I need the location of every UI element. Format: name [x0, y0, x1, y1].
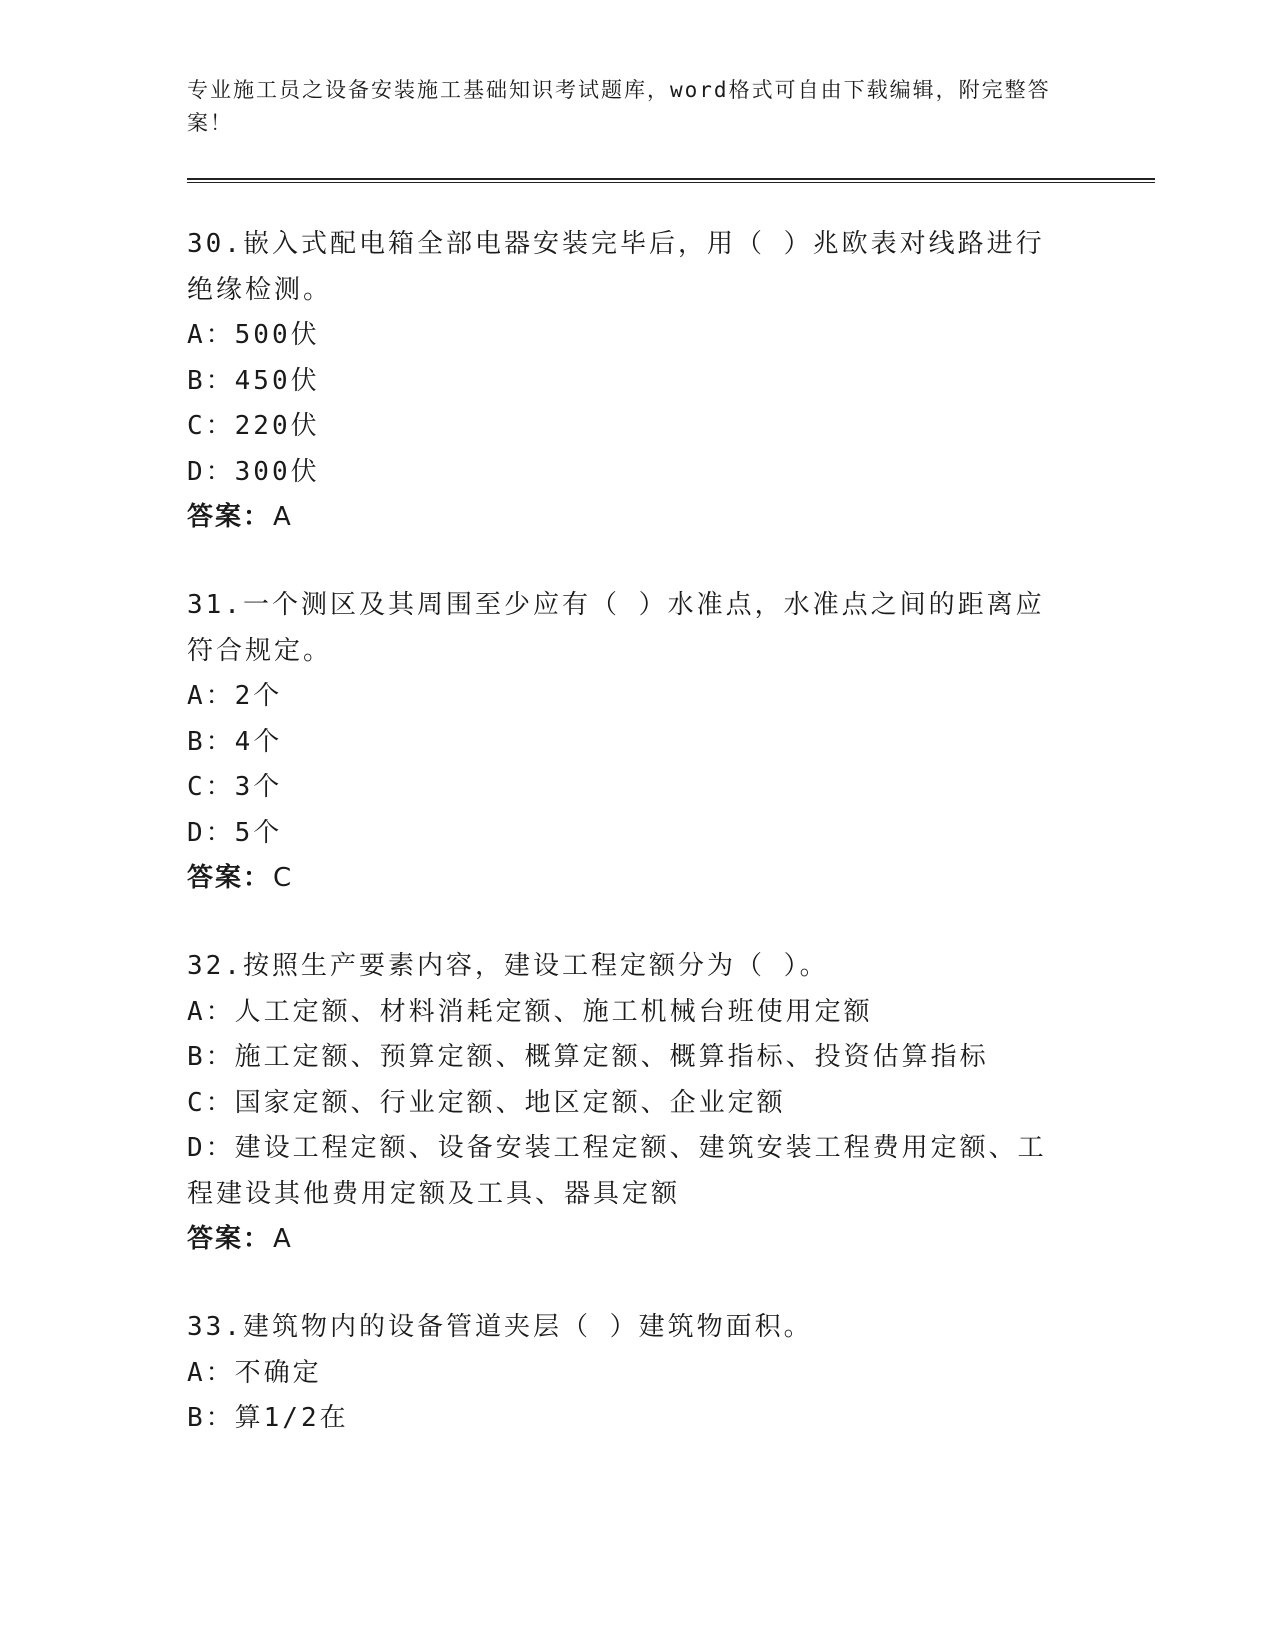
- answer-label: 答案：: [187, 502, 272, 532]
- option-c: C：3个: [187, 772, 283, 802]
- answer-label: 答案：: [187, 863, 272, 893]
- question-stem: 30.嵌入式配电箱全部电器安装完毕后，用（ ）兆欧表对线路进行绝缘检测。: [187, 229, 1045, 305]
- option-d: D：建设工程定额、设备安装工程定额、建筑安装工程费用定额、工程建设其他费用定额及工具、器具定额: [187, 1133, 1047, 1209]
- option-c: C：国家定额、行业定额、地区定额、企业定额: [187, 1087, 786, 1118]
- answer-line: [187, 1217, 1087, 1263]
- answer-label: 答案：: [187, 1224, 272, 1254]
- option-b: B：算1/2在: [187, 1403, 349, 1433]
- question-33: [187, 1305, 1087, 1442]
- question-stem: 32.按照生产要素内容，建设工程定额分为（ ）。: [187, 951, 829, 981]
- option-a: A：500伏: [187, 320, 320, 350]
- answer-line: [187, 495, 1087, 541]
- question-31: [187, 583, 1087, 902]
- question-stem: 31.一个测区及其周围至少应有（ ）水准点，水准点之间的距离应符合规定。: [187, 590, 1045, 666]
- question-32: [187, 944, 1087, 1263]
- question-30: [187, 222, 1087, 541]
- document-header: 专业施工员之设备安装施工基础知识考试题库，word格式可自由下载编辑，附完整答案！: [187, 78, 1051, 135]
- option-a: A：人工定额、材料消耗定额、施工机械台班使用定额: [187, 996, 873, 1027]
- option-b: B：4个: [187, 726, 283, 757]
- option-d: D：300伏: [187, 456, 320, 487]
- answer-line: [187, 856, 1087, 902]
- option-b: B：450伏: [187, 365, 320, 396]
- answer-value: A: [273, 1224, 293, 1254]
- option-a: A：2个: [187, 681, 283, 711]
- answer-value: C: [273, 863, 294, 893]
- answer-value: A: [273, 502, 293, 532]
- header-divider: [187, 178, 1155, 183]
- option-d: D：5个: [187, 817, 283, 848]
- question-stem: 33.建筑物内的设备管道夹层（ ）建筑物面积。: [187, 1312, 813, 1342]
- option-b: B：施工定额、预算定额、概算定额、概算指标、投资估算指标: [187, 1042, 989, 1072]
- option-a: A：不确定: [187, 1357, 322, 1388]
- option-c: C：220伏: [187, 411, 320, 441]
